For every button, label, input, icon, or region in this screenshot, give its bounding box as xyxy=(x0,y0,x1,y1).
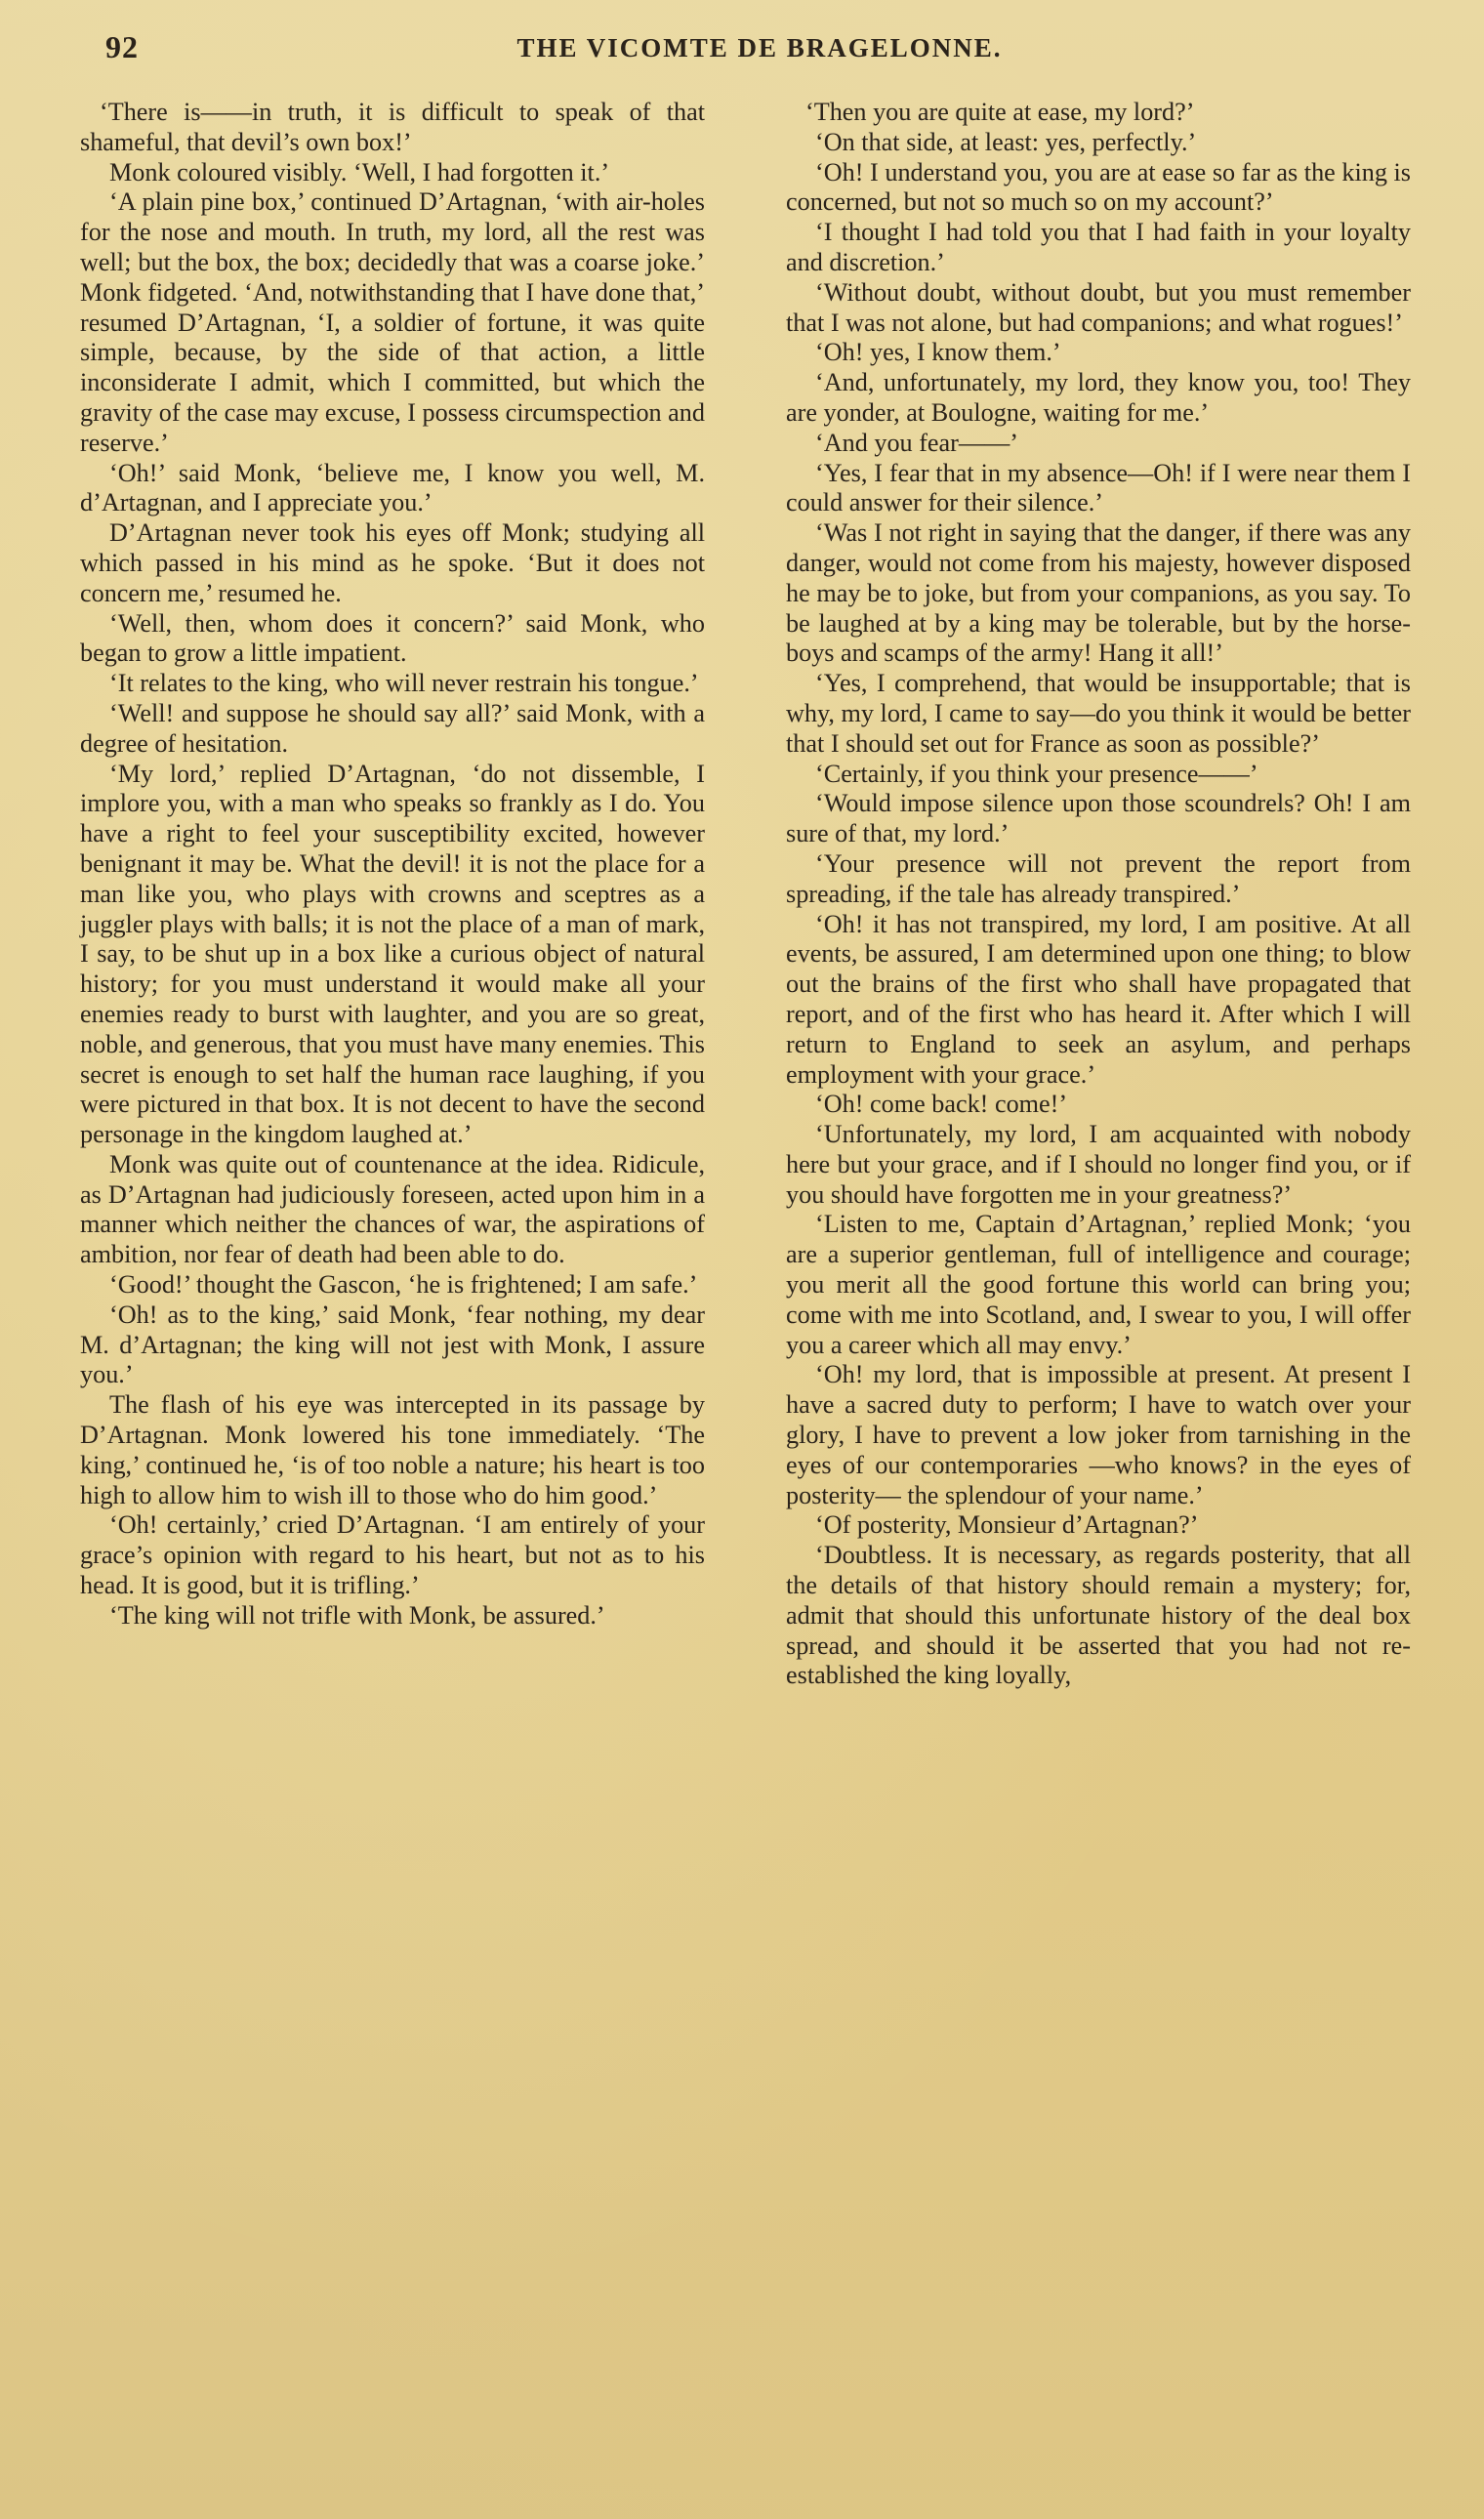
paragraph: ‘Good!’ thought the Gascon, ‘he is frightened; I am safe.’ xyxy=(109,1270,698,1300)
paragraph: ‘On that side, at least: yes, perfectly.’ xyxy=(815,127,1197,156)
paragraph: Monk was quite out of countenance at the idea. Ridicule, as D’Artagnan had judiciously foreseen, acted upon him in a manner which neither the chances of war, the aspirations of ambition, nor fear of death had been able to do. xyxy=(80,1149,705,1269)
paragraph: ‘Oh! as to the king,’ said Monk, ‘fear nothing, my dear M. d’Artagnan; the king will not jest with Monk, I assure you.’ xyxy=(80,1300,705,1389)
paragraph: ‘Your presence will not prevent the report from spreading, if the tale has already transpired.’ xyxy=(786,848,1411,908)
paragraph: ‘Oh! I understand you, you are at ease so far as the king is concerned, but not so much so on my account?’ xyxy=(786,157,1411,217)
paragraph: ‘It relates to the king, who will never restrain his tongue.’ xyxy=(109,669,699,698)
paragraph: ‘And, unfortunately, my lord, they know you, too! They are yonder, at Boulogne, waiting for me.’ xyxy=(786,368,1411,427)
paragraph: ‘Oh! yes, I know them.’ xyxy=(815,338,1061,367)
paragraph: ‘Oh! it has not transpired, my lord, I am positive. At all events, be assured, I am determined upon one thing; to blow out the brains of the first who shall have propagated that report, and of the first who has heard it. After which I will return to England to seek an asylum, and perhaps employment with your grace.’ xyxy=(786,909,1411,1089)
paragraph: ‘And you fear——’ xyxy=(815,428,1018,457)
paragraph: ‘Listen to me, Captain d’Artagnan,’ replied Monk; ‘you are a superior gentleman, full of intelligence and courage; you merit all the good fortune this world can bring you; come with me into Scotland, and, I swear to you, I will offer you a career which all may envy.’ xyxy=(786,1210,1411,1359)
paragraph: ‘Yes, I comprehend, that would be insupportable; that is why, my lord, I came to say—do you think it would be better that I should set out for France as soon as possible?’ xyxy=(786,669,1411,758)
paragraph: ‘Was I not right in saying that the danger, if there was any danger, would not come from his majesty, however disposed he may be to joke, but from your companions, as you say. To be laughed at by a king may be tolerable, but by the horse-boys and scamps of the army! Hang it all!’ xyxy=(786,518,1411,668)
paragraph: ‘Oh! my lord, that is impossible at present. At present I have a sacred duty to perform; I have to watch over your glory, I have to prevent a low joker from tarnishing in the eyes of our contemporaries —who knows? in the eyes of posterity— the splendour of your name.’ xyxy=(786,1360,1411,1509)
paragraph: ‘Of posterity, Monsieur d’Artagnan?’ xyxy=(815,1510,1199,1540)
page-header xyxy=(105,29,1414,78)
left-column xyxy=(80,98,705,1631)
paragraph: ‘Without doubt, without doubt, but you must remember that I was not alone, but had companions; and what rogues!’ xyxy=(786,277,1411,337)
paragraph: D’Artagnan never took his eyes off Monk; studying all which passed in his mind as he spoke. ‘But it does not concern me,’ resumed he. xyxy=(80,518,705,607)
running-title: THE VICOMTE DE BRAGELONNE. xyxy=(516,33,1003,62)
paragraph: ‘A plain pine box,’ continued D’Artagnan, ‘with air-holes for the nose and mouth. In truth, my lord, all the rest was well; but the box, the box; decidedly that was a coarse joke.’ Monk fidgeted. ‘And, notwithstanding that I have done that,’ resumed D’Artagnan, ‘I, a soldier of fortune, it was quite simple, because, by the side of that action, a little inconsiderate I admit, which I committed, but which the gravity of the case may excuse, I possess circumspection and reserve.’ xyxy=(80,187,705,457)
paragraph: ‘My lord,’ replied D’Artagnan, ‘do not dissemble, I implore you, with a man who speaks so frankly as I do. You have a right to feel your susceptibility excited, however benignant it may be. What the devil! it is not the place for a man like you, who plays with crowns and sceptres as a juggler plays with balls; it is not the place of a man of mark, I say, to be shut up in a box like a curious object of natural history; for you must understand it would make all your enemies ready to burst with laughter, and you are so great, noble, and generous, that you must have many enemies. This secret is enough to set half the human race laughing, if you were pictured in that box. It is not decent to have the second personage in the kingdom laughed at.’ xyxy=(80,759,705,1149)
right-column xyxy=(786,98,1411,1691)
paragraph: The flash of his eye was intercepted in its passage by D’Artagnan. Monk lowered his tone immediately. ‘The king,’ continued he, ‘is of too noble a nature; his heart is too high to allow him to wish ill to those who do him good.’ xyxy=(80,1390,705,1509)
paragraph: ‘Oh! come back! come!’ xyxy=(815,1090,1068,1119)
paragraph: ‘Oh!’ said Monk, ‘believe me, I know you well, M. d’Artagnan, and I appreciate you.’ xyxy=(80,458,705,517)
paragraph: ‘Well, then, whom does it concern?’ said Monk, who began to grow a little impatient. xyxy=(80,608,705,668)
paragraph: ‘Then you are quite at ease, my lord?’ xyxy=(805,98,1195,126)
paragraph: ‘The king will not trifle with Monk, be assured.’ xyxy=(109,1600,605,1630)
paragraph: Monk coloured visibly. ‘Well, I had forgotten it.’ xyxy=(109,157,610,186)
paragraph: ‘I thought I had told you that I had faith in your loyalty and discretion.’ xyxy=(786,218,1411,276)
paragraph: ‘Certainly, if you think your presence——’ xyxy=(815,759,1258,788)
paragraph: ‘Doubtless. It is necessary, as regards posterity, that all the details of that history should remain a mystery; for, admit that should this unfortunate history of the deal box spread, and should it be asserted that you had not re-established the king loyally, xyxy=(786,1541,1411,1690)
paragraph: ‘Yes, I fear that in my absence—Oh! if I were near them I could answer for their silence.’ xyxy=(786,458,1411,517)
page-number: 92 xyxy=(105,29,139,64)
paragraph: ‘Well! and suppose he should say all?’ said Monk, with a degree of hesitation. xyxy=(80,698,705,758)
paragraph: ‘Would impose silence upon those scoundrels? Oh! I am sure of that, my lord.’ xyxy=(786,789,1411,848)
paragraph: ‘There is——in truth, it is difficult to speak of that shameful, that devil’s own box!’ xyxy=(80,98,705,156)
page-bottom-margin xyxy=(0,2480,1484,2519)
paragraph: ‘Oh! certainly,’ cried D’Artagnan. ‘I am entirely of your grace’s opinion with regard to his heart, but not as to his head. It is good, but it is trifling.’ xyxy=(80,1510,705,1600)
paragraph: ‘Unfortunately, my lord, I am acquainted with nobody here but your grace, and if I should no longer find you, or if you should have forgotten me in your greatness?’ xyxy=(786,1120,1411,1209)
